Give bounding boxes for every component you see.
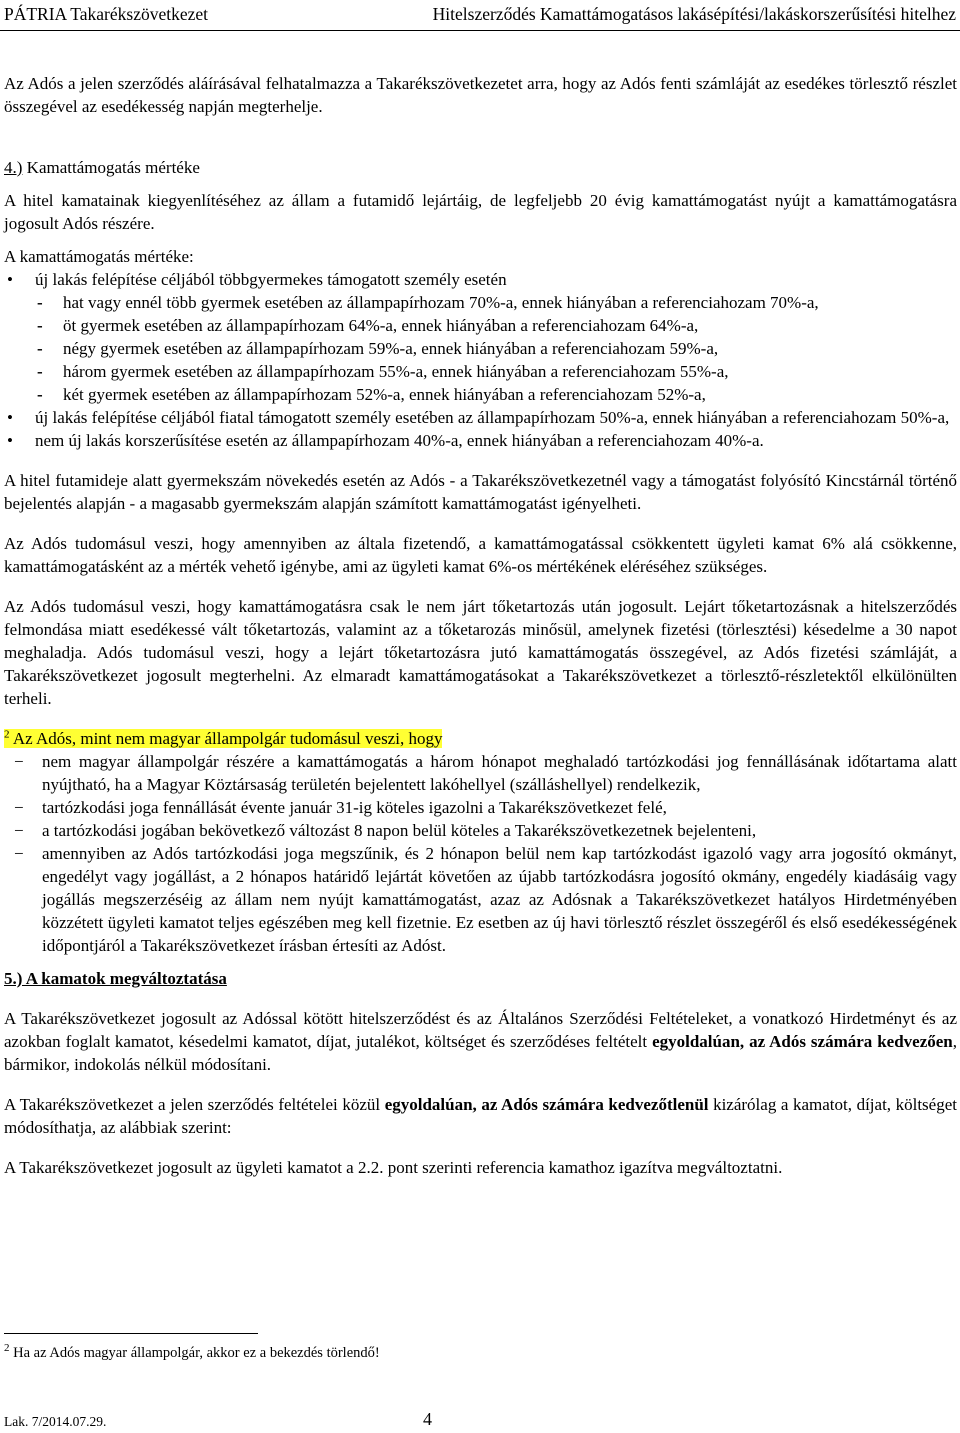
dash-marker: − bbox=[14, 844, 24, 863]
list-item-text: a tartózkodási jogában bekövetkező változást 8 napon belül köteles a Takarékszövetkezetnek bejelenteni, bbox=[42, 821, 757, 840]
dash-marker: − bbox=[14, 798, 24, 817]
highlighted-text bbox=[4, 729, 442, 748]
paragraph-text: kizárólag a kamatot, díjat, költséget módosíthatja, az alábbiak szerint: bbox=[4, 1095, 957, 1137]
section-4-number: 4.) bbox=[4, 158, 23, 177]
list-item bbox=[4, 750, 957, 796]
section-5-paragraph-2 bbox=[4, 1093, 957, 1139]
list-item-text: amennyiben az Adós tartózkodási joga megszűnik, és 2 hónapon belül nem kap tartózkodást igazoló vagy arra jogosító okmányt, engedélyt vagy jogállást, a 2 hónapos határidő lejártát követően az újabb tartózkodásra jogosító okmány, engedély kiadásáig vagy jogállás megszerzéséig az állam nem nyújt kamattámogatást, azaz az Adósnak a Takarékszövetkezet hatályos Hirdetményében közzétett ügyleti kamatot teljes egészében meg kell fizetnie. Ez esetben az új havi törlesztő részlet összegéről és első esedékességének időpontjáról a Takarékszövetkezet írásban értesíti az Adóst. bbox=[42, 844, 957, 955]
bullet-text: új lakás felépítése céljából többgyermekes támogatott személy esetén bbox=[35, 270, 507, 289]
paragraph-text: A Takarékszövetkezet a jelen szerződés feltételei közül bbox=[4, 1095, 385, 1114]
header-document-title: Hitelszerződés Kamattámogatásos lakásépítési/lakáskorszerűsítési hitelhez bbox=[432, 4, 956, 24]
section-4-title: Kamattámogatás mértéke bbox=[22, 158, 200, 177]
section-5-heading: 5.) A kamatok megváltoztatása bbox=[4, 969, 227, 988]
header-bank-name: PÁTRIA Takarékszövetkezet bbox=[4, 4, 209, 24]
dash-marker: − bbox=[14, 821, 24, 840]
foreign-citizen-intro bbox=[4, 727, 957, 750]
section-5-paragraph-1 bbox=[4, 1007, 957, 1076]
list-item: - hat vagy ennél több gyermek esetében az állampapírhozam 70%-a, ennek hiányában a referenciahozam 70%-a, bbox=[35, 291, 957, 314]
foreign-citizen-list bbox=[4, 750, 957, 957]
section-5-paragraph-3: A Takarékszövetkezet jogosult az ügyleti kamatot a 2.2. pont szerinti referencia kamathoz igazítva megváltoztatni. bbox=[4, 1158, 783, 1177]
section-4-paragraph-1: A hitel kamatainak kiegyenlítéséhez az állam a futamidő lejártáig, de legfeljebb 20 évig kamattámogatást nyújt a kamattámogatásra jogosult Adós részére. bbox=[4, 191, 957, 233]
list-item: - két gyermek esetében az állampapírhozam 52%-a, ennek hiányában a referenciahozam 52%-a, bbox=[35, 383, 957, 406]
footer-document-code: Lak. 7/2014.07.29. bbox=[4, 1414, 107, 1429]
list-item bbox=[4, 819, 957, 842]
intro-paragraph: Az Adós a jelen szerződés aláírásával felhatalmazza a Takarékszövetkezetet arra, hogy az Adós fenti számláját az esedékes törlesztő részlet összegével az esedékesség napján megterhelje. bbox=[4, 74, 957, 116]
footnote-mark: 2 bbox=[4, 1342, 10, 1355]
rate-bullet-list bbox=[4, 268, 957, 452]
section-4-paragraph-4: Az Adós tudomásul veszi, hogy kamattámogatásra csak le nem járt tőketartozás után jogosult. Lejárt tőketartozásnak a hitelszerződés felmondása miatt esedékessé vált tőketartozás, valamint az a tőketarozás minősül, amelynek fizetési (törlesztési) késedelme a 30 napot meghaladja. Adós tudomásul veszi, hogy a lejárt tőketartozásra jutó kamattámogatás összegével, az Adós fizetési számláját, a Takarékszövetkezet jogosult megterhelni. Az elmaradt kamattámogatásokat a Takarékszövetkezet a törlesztő-részletektől elkülönülten terheli. bbox=[4, 597, 957, 708]
header-divider bbox=[0, 30, 960, 31]
paragraph-text: A Takarékszövetkezet jogosult az Adóssal kötött hitelszerződést és az Általános Szerződési Feltételeket, a vonatkozó Hirdetményt és az azokban foglalt kamatot, késedelmi kamatot, díjat, jutalékot, költséget és szerződéses feltételt bbox=[4, 1009, 957, 1051]
footnote-text: Ha az Adós magyar állampolgár, akkor ez a bekezdés törlendő! bbox=[9, 1345, 380, 1361]
page-number: 4 bbox=[423, 1409, 432, 1429]
footnote-reference: 2 bbox=[4, 728, 10, 741]
list-item: - három gyermek esetében az állampapírhozam 55%-a, ennek hiányában a referenciahozam 55%-a, bbox=[35, 360, 957, 383]
list-item bbox=[4, 842, 957, 957]
list-item: • új lakás felépítése céljából fiatal támogatott személy esetében az állampapírhozam 50%-a, ennek hiányában a referenciahozam 50%-a, bbox=[4, 406, 957, 429]
bold-text: egyoldalúan, az Adós számára kedvezőtlenül bbox=[384, 1095, 709, 1114]
section-4-paragraph-2: A hitel futamideje alatt gyermekszám növekedés esetén az Adós - a Takarékszövetkezetnél vagy a támogatást folyósító Kincstárnál történő bejelentés alapján - a magasabb gyermekszám alapján számított kamattámogatást igényelheti. bbox=[4, 471, 957, 513]
page-body bbox=[4, 72, 957, 1179]
list-item: • nem új lakás korszerűsítése esetén az állampapírhozam 40%-a, ennek hiányában a referenciahozam 40%-a. bbox=[4, 429, 957, 452]
list-item-text: nem magyar állampolgár részére a kamattámogatás a három hónapot meghaladó tartózkodási jog fennállásának időtartama alatt nyújtható, ha a Magyar Köztársaság területén bejelentett lakóhellyel (szálláshellyel) rendelkezik, bbox=[42, 752, 957, 794]
footnote-divider bbox=[4, 1333, 258, 1334]
section-4-paragraph-3: Az Adós tudomásul veszi, hogy amennyiben az általa fizetendő, a kamattámogatással csökkentett ügyleti kamat 6% alá csökkenne, kamattámogatásként az a mérték vehető igénybe, ami az ügyleti kamat 6%-os mértékének eléréséhez szükséges. bbox=[4, 534, 957, 576]
list-item bbox=[4, 796, 957, 819]
list-item bbox=[4, 268, 957, 406]
rate-label: A kamattámogatás mértéke: bbox=[4, 247, 194, 266]
paragraph-text: , bármikor, indokolás nélkül módosítani. bbox=[4, 1032, 957, 1074]
footnote bbox=[4, 1342, 380, 1362]
dash-marker: − bbox=[14, 752, 24, 771]
list-item: - négy gyermek esetében az állampapírhozam 59%-a, ennek hiányában a referenciahozam 59%-a, bbox=[35, 337, 957, 360]
list-item-text: tartózkodási joga fennállását évente január 31-ig köteles igazolni a Takarékszövetkezet felé, bbox=[42, 798, 667, 817]
child-rate-list bbox=[35, 291, 957, 406]
section-4-heading bbox=[4, 156, 957, 179]
list-item: - öt gyermek esetében az állampapírhozam 64%-a, ennek hiányában a referenciahozam 64%-a, bbox=[35, 314, 957, 337]
foreign-intro-text: Az Adós, mint nem magyar állampolgár tudomásul veszi, hogy bbox=[12, 729, 443, 748]
bold-text: egyoldalúan, az Adós számára kedvezően bbox=[652, 1032, 953, 1051]
